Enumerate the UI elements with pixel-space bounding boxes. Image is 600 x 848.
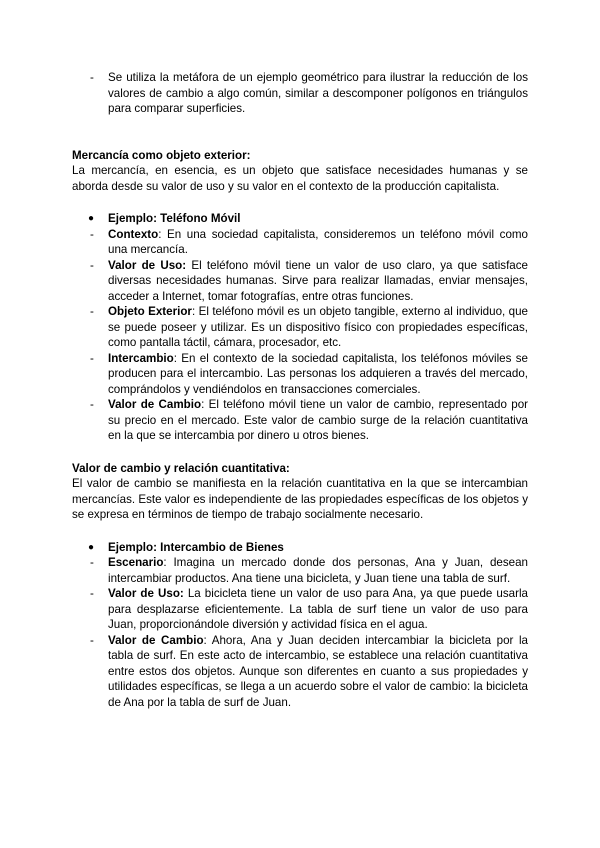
section-heading: Valor de cambio y relación cuantitativa:: [72, 461, 290, 475]
example-item: [72, 211, 528, 227]
item-text: Imagina un mercado donde dos personas, Ana y Juan, desean intercambiar productos. Ana tiene una bicicleta, y Juan tiene una tabla de surf.: [108, 556, 528, 585]
bullet-marker: ●: [88, 541, 95, 553]
dash-marker: -: [90, 351, 94, 365]
document-page: [72, 70, 528, 710]
item-sep: :: [158, 227, 162, 241]
item-text: En el contexto de la sociedad capitalista, los teléfonos móviles se producen para el intercambio. Las personas los adquieren a través del mercado, comprándolos y vendiéndolos en transacciones comerciales.: [108, 351, 528, 396]
dash-marker: -: [90, 633, 94, 647]
section-paragraph: La mercancía, en esencia, es un objeto que satisface necesidades humanas y se aborda desde su valor de uso y su valor en el contexto de la producción capitalista.: [72, 164, 528, 193]
list-item: [72, 304, 528, 351]
list-item: [72, 397, 528, 444]
list-item: [72, 633, 528, 711]
item-term: Valor de Uso:: [108, 587, 184, 600]
item-sep: :: [173, 351, 177, 365]
item-text: La bicicleta tiene un valor de uso para Ana, ya que puede usarla para desplazarse eficientemente. La tabla de surf tiene un valor de uso para Juan, proporcionándole diversión y actividad física en el agua.: [108, 587, 528, 631]
item-sep: :: [163, 556, 167, 569]
example-title: Ejemplo: Intercambio de Bienes: [108, 540, 284, 554]
item-text: Se utiliza la metáfora de un ejemplo geométrico para ilustrar la reducción de los valores de cambio a algo común, similar a descomponer polígonos en triángulos para comparar superficies.: [108, 71, 528, 115]
dash-marker: -: [90, 305, 94, 318]
item-term: Objeto Exterior: [108, 305, 192, 318]
dash-marker: -: [90, 398, 94, 411]
item-term: Contexto: [108, 227, 159, 241]
section-paragraph: El valor de cambio se manifiesta en la relación cuantitativa en la que se intercambian mercancías. Este valor es independiente de las propiedades específicas de los objetos y se expresa en términos de tiempo de trabajo socialmente necesario.: [72, 477, 528, 521]
list-item: [72, 586, 528, 633]
section-heading: Mercancía como objeto exterior:: [72, 148, 251, 162]
item-term: Intercambio: [108, 351, 174, 365]
dash-marker: -: [90, 587, 94, 600]
list-item: [72, 555, 528, 586]
item-sep: :: [203, 633, 207, 647]
dash-marker: -: [90, 71, 94, 84]
list-item: [72, 227, 528, 258]
item-text: En una sociedad capitalista, consideremos un teléfono móvil como una mercancía.: [108, 227, 528, 256]
bullet-marker: ●: [88, 213, 95, 224]
example-title: Ejemplo: Teléfono Móvil: [108, 212, 241, 225]
list-item: [72, 70, 528, 117]
item-term: Escenario: [108, 556, 164, 569]
item-sep: :: [201, 398, 205, 411]
item-term: Valor de Uso:: [108, 258, 187, 272]
dash-marker: -: [90, 227, 94, 241]
item-term: Valor de Cambio: [108, 398, 202, 411]
item-text: Ahora, Ana y Juan deciden intercambiar la bicicleta por la tabla de surf. En este acto de intercambio, se establece una relación cuantitativa entre estos dos objetos. Aunque son diferentes en cuanto a sus propiedades y utilidades específicas, se llega a un acuerdo sobre el valor de cambio: la bicicleta de Ana por la tabla de surf de Juan.: [108, 633, 529, 709]
item-term: Valor de Cambio: [108, 633, 204, 647]
item-text: El teléfono móvil es un objeto tangible, externo al individuo, que se puede poseer y utilizar. Es un dispositivo físico con propiedades específicas, como pantalla táctil, cámara, procesador, etc.: [108, 305, 529, 349]
example-item: [72, 540, 528, 556]
dash-marker: -: [90, 556, 94, 569]
list-item: [72, 351, 528, 398]
dash-marker: -: [90, 258, 94, 272]
list-item: [72, 258, 528, 305]
item-text: El teléfono móvil tiene un valor de cambio, representado por su precio en el mercado. Este valor de cambio surge de la relación cuantitativa en la que se intercambia por dinero u otros bienes.: [108, 398, 528, 442]
item-sep: :: [191, 305, 196, 318]
item-text: El teléfono móvil tiene un valor de uso claro, ya que satisface diversas necesidades humanas. Sirve para realizar llamadas, enviar mensajes, acceder a Internet, tomar fotografías, entre otras funciones.: [108, 258, 529, 303]
